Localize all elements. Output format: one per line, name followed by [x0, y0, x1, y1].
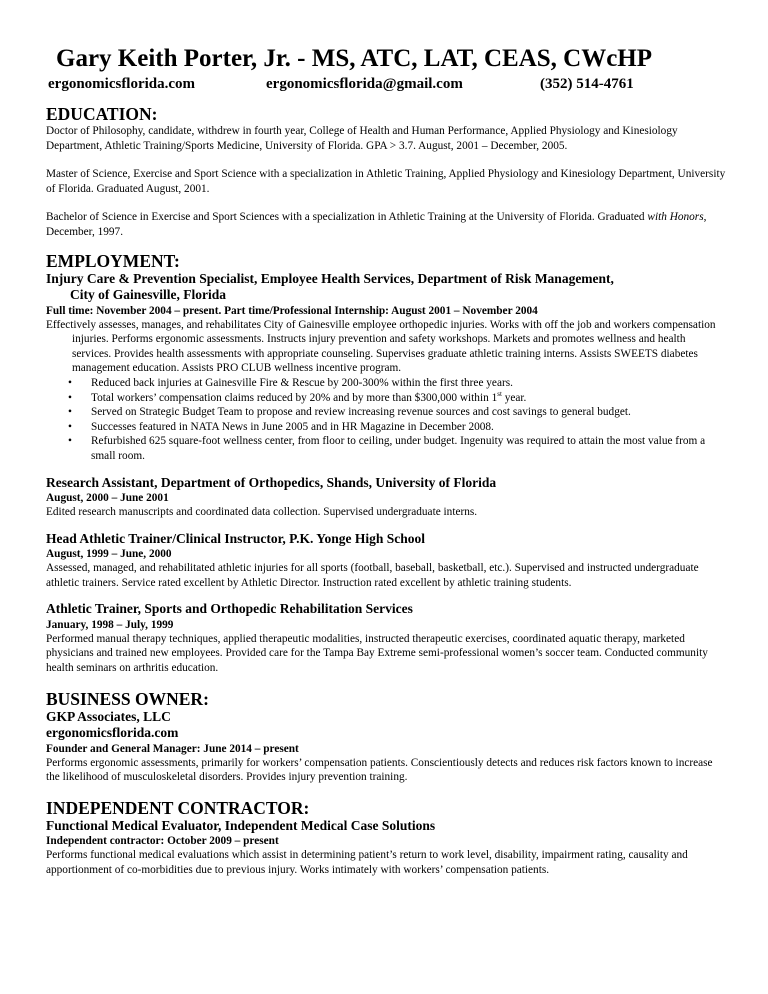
resume-page: [46, 44, 726, 877]
education-bs-text: Bachelor of Science in Exercise and Sport Sciences with a specialization in Athletic Training at the University of Florida. Graduated: [46, 211, 648, 224]
employment-heading: EMPLOYMENT:: [46, 250, 180, 271]
business-website[interactable]: ergonomicsflorida.com: [46, 725, 179, 741]
achievement-text-end: year.: [501, 391, 527, 404]
bullet-icon: •: [68, 406, 72, 419]
job4-title: Athletic Trainer, Sports and Orthopedic Rehabilitation Services: [46, 601, 413, 617]
achievement-text: Total workers’ compensation claims reduced by 20% and by more than $300,000 within 1: [91, 391, 498, 404]
job1-dates: Full time: November 2004 – present. Part time/Professional Internship: August 2001 – November 2004: [46, 304, 538, 317]
job3-title: Head Athletic Trainer/Clinical Instructor, P.K. Yonge High School: [46, 530, 426, 546]
email-link[interactable]: ergonomicsflorida@gmail.com: [266, 76, 463, 92]
achievement-text: Successes featured in NATA News in June 2005 and in HR Magazine in December 2008.: [91, 420, 494, 433]
achievement-text: Served on Strategic Budget Team to propose and review increasing revenue sources and cost savings to general budget.: [91, 406, 631, 419]
contractor-description: Performs functional medical evaluations which assist in determining patient’s return to work level, disability, impairment rating, causality and apportionment of co-morbidities due to previous injury. Works intimately with workers’ compensation patients.: [46, 849, 688, 876]
website-link[interactable]: ergonomicsflorida.com: [48, 76, 196, 92]
list-item: [46, 434, 726, 463]
job1-description: Effectively assesses, manages, and rehabilitates City of Gainesville employee orthopedic injuries. Works with off the job and workers compensation injuries. Performs ergonomic assessments. Instructs injury prevention and safety workshops. Markets and promotes wellness and health services. Provides health assessments with appropriate counseling. Supervises graduate athletic training interns. Assists SWEETS diabetes management education. Assists PRO CLUB wellness incentive program.: [46, 318, 716, 375]
job2: [46, 475, 726, 520]
job1-title: [46, 271, 726, 304]
list-item: [46, 376, 726, 391]
contractor-heading: INDEPENDENT CONTRACTOR:: [46, 797, 310, 818]
education-bs-honors: with Honors: [647, 211, 704, 224]
ordinal-suffix: st: [497, 389, 502, 398]
education-phd: Doctor of Philosophy, candidate, withdrew in fourth year, College of Health and Human Performance, Applied Physiology and Kinesiology Department, Athletic Training/Sports Medicine, University of Florida. GPA > 3.7. August, 2001 – December, 2005.: [46, 125, 678, 152]
job1-achievements: [46, 376, 726, 464]
job4-description: Performed manual therapy techniques, applied therapeutic modalities, instructed therapeutic exercises, coordinated aquatic therapy, marketed physicians and trained new employees. Provided care for the Tampa Bay Extreme semi-professional women’s soccer team. Conducted community health seminars on arthritis education.: [46, 632, 708, 674]
contact-line: [48, 74, 726, 94]
phone-number: (352) 514-4761: [540, 76, 634, 92]
contractor-title: Functional Medical Evaluator, Independent Medical Case Solutions: [46, 817, 436, 833]
job2-description: Edited research manuscripts and coordinated data collection. Supervised undergraduate interns.: [46, 506, 478, 518]
education-bs-date: , December, 1997.: [46, 211, 707, 238]
candidate-name: Gary Keith Porter, Jr. - MS, ATC, LAT, CEAS, CWcHP: [56, 45, 653, 72]
bullet-icon: •: [68, 376, 72, 389]
job4: [46, 601, 726, 675]
job3: [46, 531, 726, 591]
job1-title-line1: Injury Care & Prevention Specialist, Employee Health Services, Department of Risk Management,: [46, 270, 614, 286]
contractor-dates: Independent contractor: October 2009 – present: [46, 835, 279, 848]
education-bs: [46, 210, 726, 239]
bullet-icon: •: [68, 420, 72, 433]
business-company: GKP Associates, LLC: [46, 708, 171, 724]
achievement-text: Refurbished 625 square-foot wellness center, from floor to ceiling, under budget. Ingenuity was required to attain the most value from a small room.: [91, 435, 706, 462]
business-dates: Founder and General Manager: June 2014 – present: [46, 742, 299, 755]
list-item: [46, 405, 726, 420]
education-ms: Master of Science, Exercise and Sport Science with a specialization in Athletic Training, Applied Physiology and Kinesiology Department, University of Florida. Graduated August, 2001.: [46, 168, 726, 195]
education-heading: EDUCATION:: [46, 104, 158, 124]
job4-dates: January, 1998 – July, 1999: [46, 618, 174, 631]
job3-description: Assessed, managed, and rehabilitated athletic injuries for all sports (football, baseball, basketball, etc.). Supervised and instructed undergraduate athletic trainers. Service rated excellent by Athletic Director. Instruction rated excellent by athletic training students.: [46, 562, 699, 589]
bullet-icon: •: [68, 435, 72, 448]
list-item: [46, 420, 726, 435]
achievement-text: Reduced back injuries at Gainesville Fire & Rescue by 200-300% within the first three years.: [91, 376, 513, 389]
job1-title-line2: City of Gainesville, Florida: [70, 287, 226, 303]
job3-dates: August, 1999 – June, 2000: [46, 548, 172, 561]
business-description: Performs ergonomic assessments, primarily for workers’ compensation patients. Conscientiously detects and reduces risk factors known to increase the likelihood of musculoskeletal disorders. Provides injury prevention training.: [46, 756, 713, 784]
job2-title: Research Assistant, Department of Orthopedics, Shands, University of Florida: [46, 474, 497, 490]
bullet-icon: •: [68, 391, 72, 404]
job2-dates: August, 2000 – June 2001: [46, 492, 169, 504]
business-heading: BUSINESS OWNER:: [46, 688, 209, 709]
list-item: [46, 391, 726, 406]
